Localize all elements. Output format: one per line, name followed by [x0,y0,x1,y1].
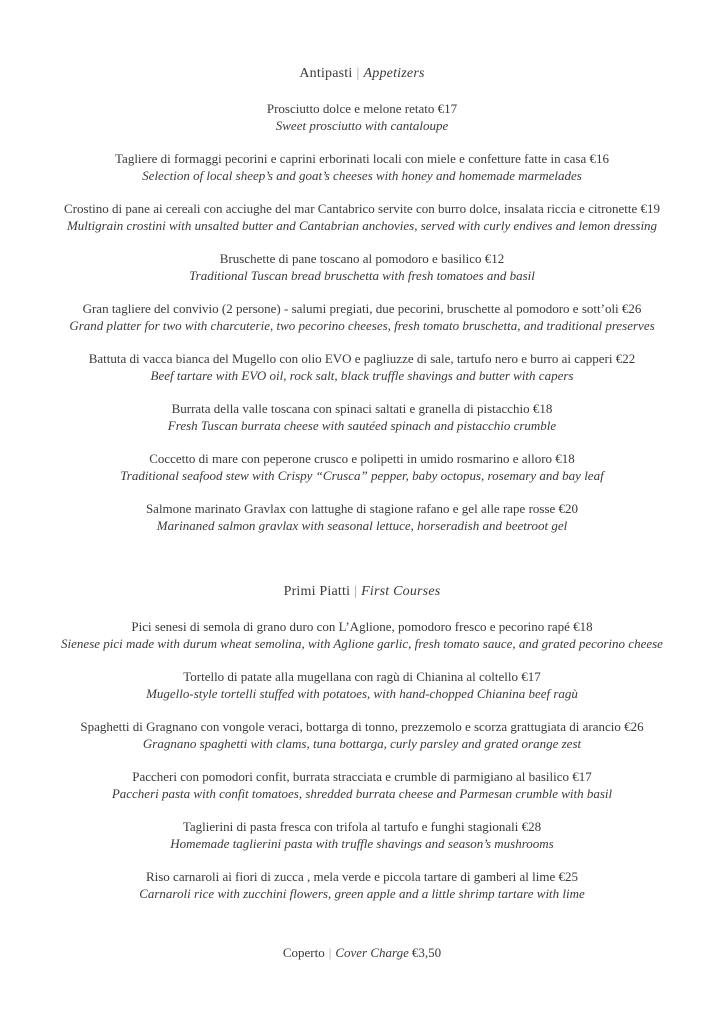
menu-section-primi-piatti [10,584,714,902]
menu-item [10,250,714,284]
section-header [10,66,714,82]
dish-name-italian: Pici senesi di semola di grano duro con L’Aglione, pomodoro fresco e pecorino rapé €18 [131,619,593,634]
dish-name-italian: Prosciutto dolce e melone retato €17 [266,101,458,116]
section-title-english: Appetizers [363,66,425,81]
menu-item [10,150,714,184]
dish-description-english: Sienese pici made with durum wheat semolina, with Aglione garlic, fresh tomato sauce, and grated pecorino cheese [61,636,663,651]
dish-description-english: Sweet prosciutto with cantaloupe [275,118,449,133]
menu-item [10,400,714,434]
dish-description-english: Homemade taglierini pasta with truffle shavings and season’s mushrooms [170,836,554,851]
menu-item [10,818,714,852]
dish-name-italian: Salmone marinato Gravlax con lattughe di stagione rafano e gel alle rape rosse €20 [145,501,579,516]
menu-item [10,768,714,802]
dish-description-english: Selection of local sheep’s and goat’s cheeses with honey and homemade marmelades [142,168,582,183]
section-title-italian: Antipasti [299,66,353,81]
menu-item [10,668,714,702]
section-title-italian: Primi Piatti [283,584,351,599]
dish-name-italian: Taglierini di pasta fresca con trifola al tartufo e funghi stagionali €28 [182,819,542,834]
dish-name-italian: Tagliere di formaggi pecorini e caprini erborinati locali con miele e confetture fatte in casa €16 [115,151,609,166]
dish-description-english: Gragnano spaghetti with clams, tuna bottarga, curly parsley and grated orange zest [142,736,582,751]
menu-item [10,300,714,334]
dish-name-italian: Gran tagliere del convivio (2 persone) - salumi pregiati, due pecorini, bruschette al pomodoro e sott’oli €26 [82,301,642,316]
dish-description-english: Multigrain crostini with unsalted butter and Cantabrian anchovies, served with curly endives and lemon dressing [66,218,658,233]
dish-name-italian: Coccetto di mare con peperone crusco e polipetti in umido rosmarino e alloro €18 [149,451,575,466]
menu-item [10,868,714,902]
section-header [10,584,714,600]
dish-name-italian: Tortello di patate alla mugellana con ragù di Chianina al coltello €17 [183,669,541,684]
menu-sections [10,66,714,902]
cover-charge-label-english: Cover Charge [335,945,409,960]
section-title-english: First Courses [361,584,441,599]
dish-description-english: Grand platter for two with charcuterie, two pecorino cheeses, fresh tomato bruschetta, and traditional preserves [69,318,655,333]
menu-item [10,500,714,534]
dish-description-english: Marinaned salmon gravlax with seasonal lettuce, horseradish and beetroot gel [156,518,568,533]
menu-item [10,200,714,234]
menu-item [10,718,714,752]
cover-charge-label-italian: Coperto [282,945,325,960]
dish-name-italian: Paccheri con pomodori confit, burrata stracciata e crumble di parmigiano al basilico €17 [132,769,592,784]
dish-description-english: Paccheri pasta with confit tomatoes, shredded burrata cheese and Parmesan crumble with basil [111,786,613,801]
cover-charge-line [10,944,714,961]
menu-item [10,350,714,384]
dish-description-english: Fresh Tuscan burrata cheese with sautéed spinach and pistacchio crumble [167,418,557,433]
dish-description-english: Mugello-style tortelli stuffed with potatoes, with hand-chopped Chianina beef ragù [146,686,578,701]
dish-description-english: Carnaroli rice with zucchini flowers, green apple and a little shrimp tartare with lime [139,886,585,901]
menu-section-antipasti [10,66,714,534]
dish-name-italian: Crostino di pane ai cereali con acciughe del mar Cantabrico servite con burro dolce, insalata riccia e citronette €19 [64,201,660,216]
divider: | [354,584,358,599]
menu-item [10,618,714,652]
dish-name-italian: Battuta di vacca bianca del Mugello con olio EVO e pagliuzze di sale, tartufo nero e burro ai capperi €22 [88,351,636,366]
dish-name-italian: Bruschette di pane toscano al pomodoro e basilico €12 [219,251,505,266]
dish-description-english: Beef tartare with EVO oil, rock salt, black truffle shavings and butter with capers [150,368,574,383]
cover-charge-price: €3,50 [411,945,442,960]
dish-description-english: Traditional Tuscan bread bruschetta with fresh tomatoes and basil [189,268,535,283]
dish-name-italian: Spaghetti di Gragnano con vongole veraci, bottarga di tonno, prezzemolo e scorza grattugiata di arancio €26 [80,719,644,734]
menu-item [10,100,714,134]
dish-name-italian: Burrata della valle toscana con spinaci saltati e granella di pistacchio €18 [171,401,553,416]
menu-item [10,450,714,484]
dish-description-english: Traditional seafood stew with Crispy “Crusca” pepper, baby octopus, rosemary and bay leaf [120,468,604,483]
divider: | [328,945,332,960]
divider: | [356,66,360,81]
dish-name-italian: Riso carnaroli ai fiori di zucca , mela verde e piccola tartare di gamberi al lime €25 [145,869,579,884]
